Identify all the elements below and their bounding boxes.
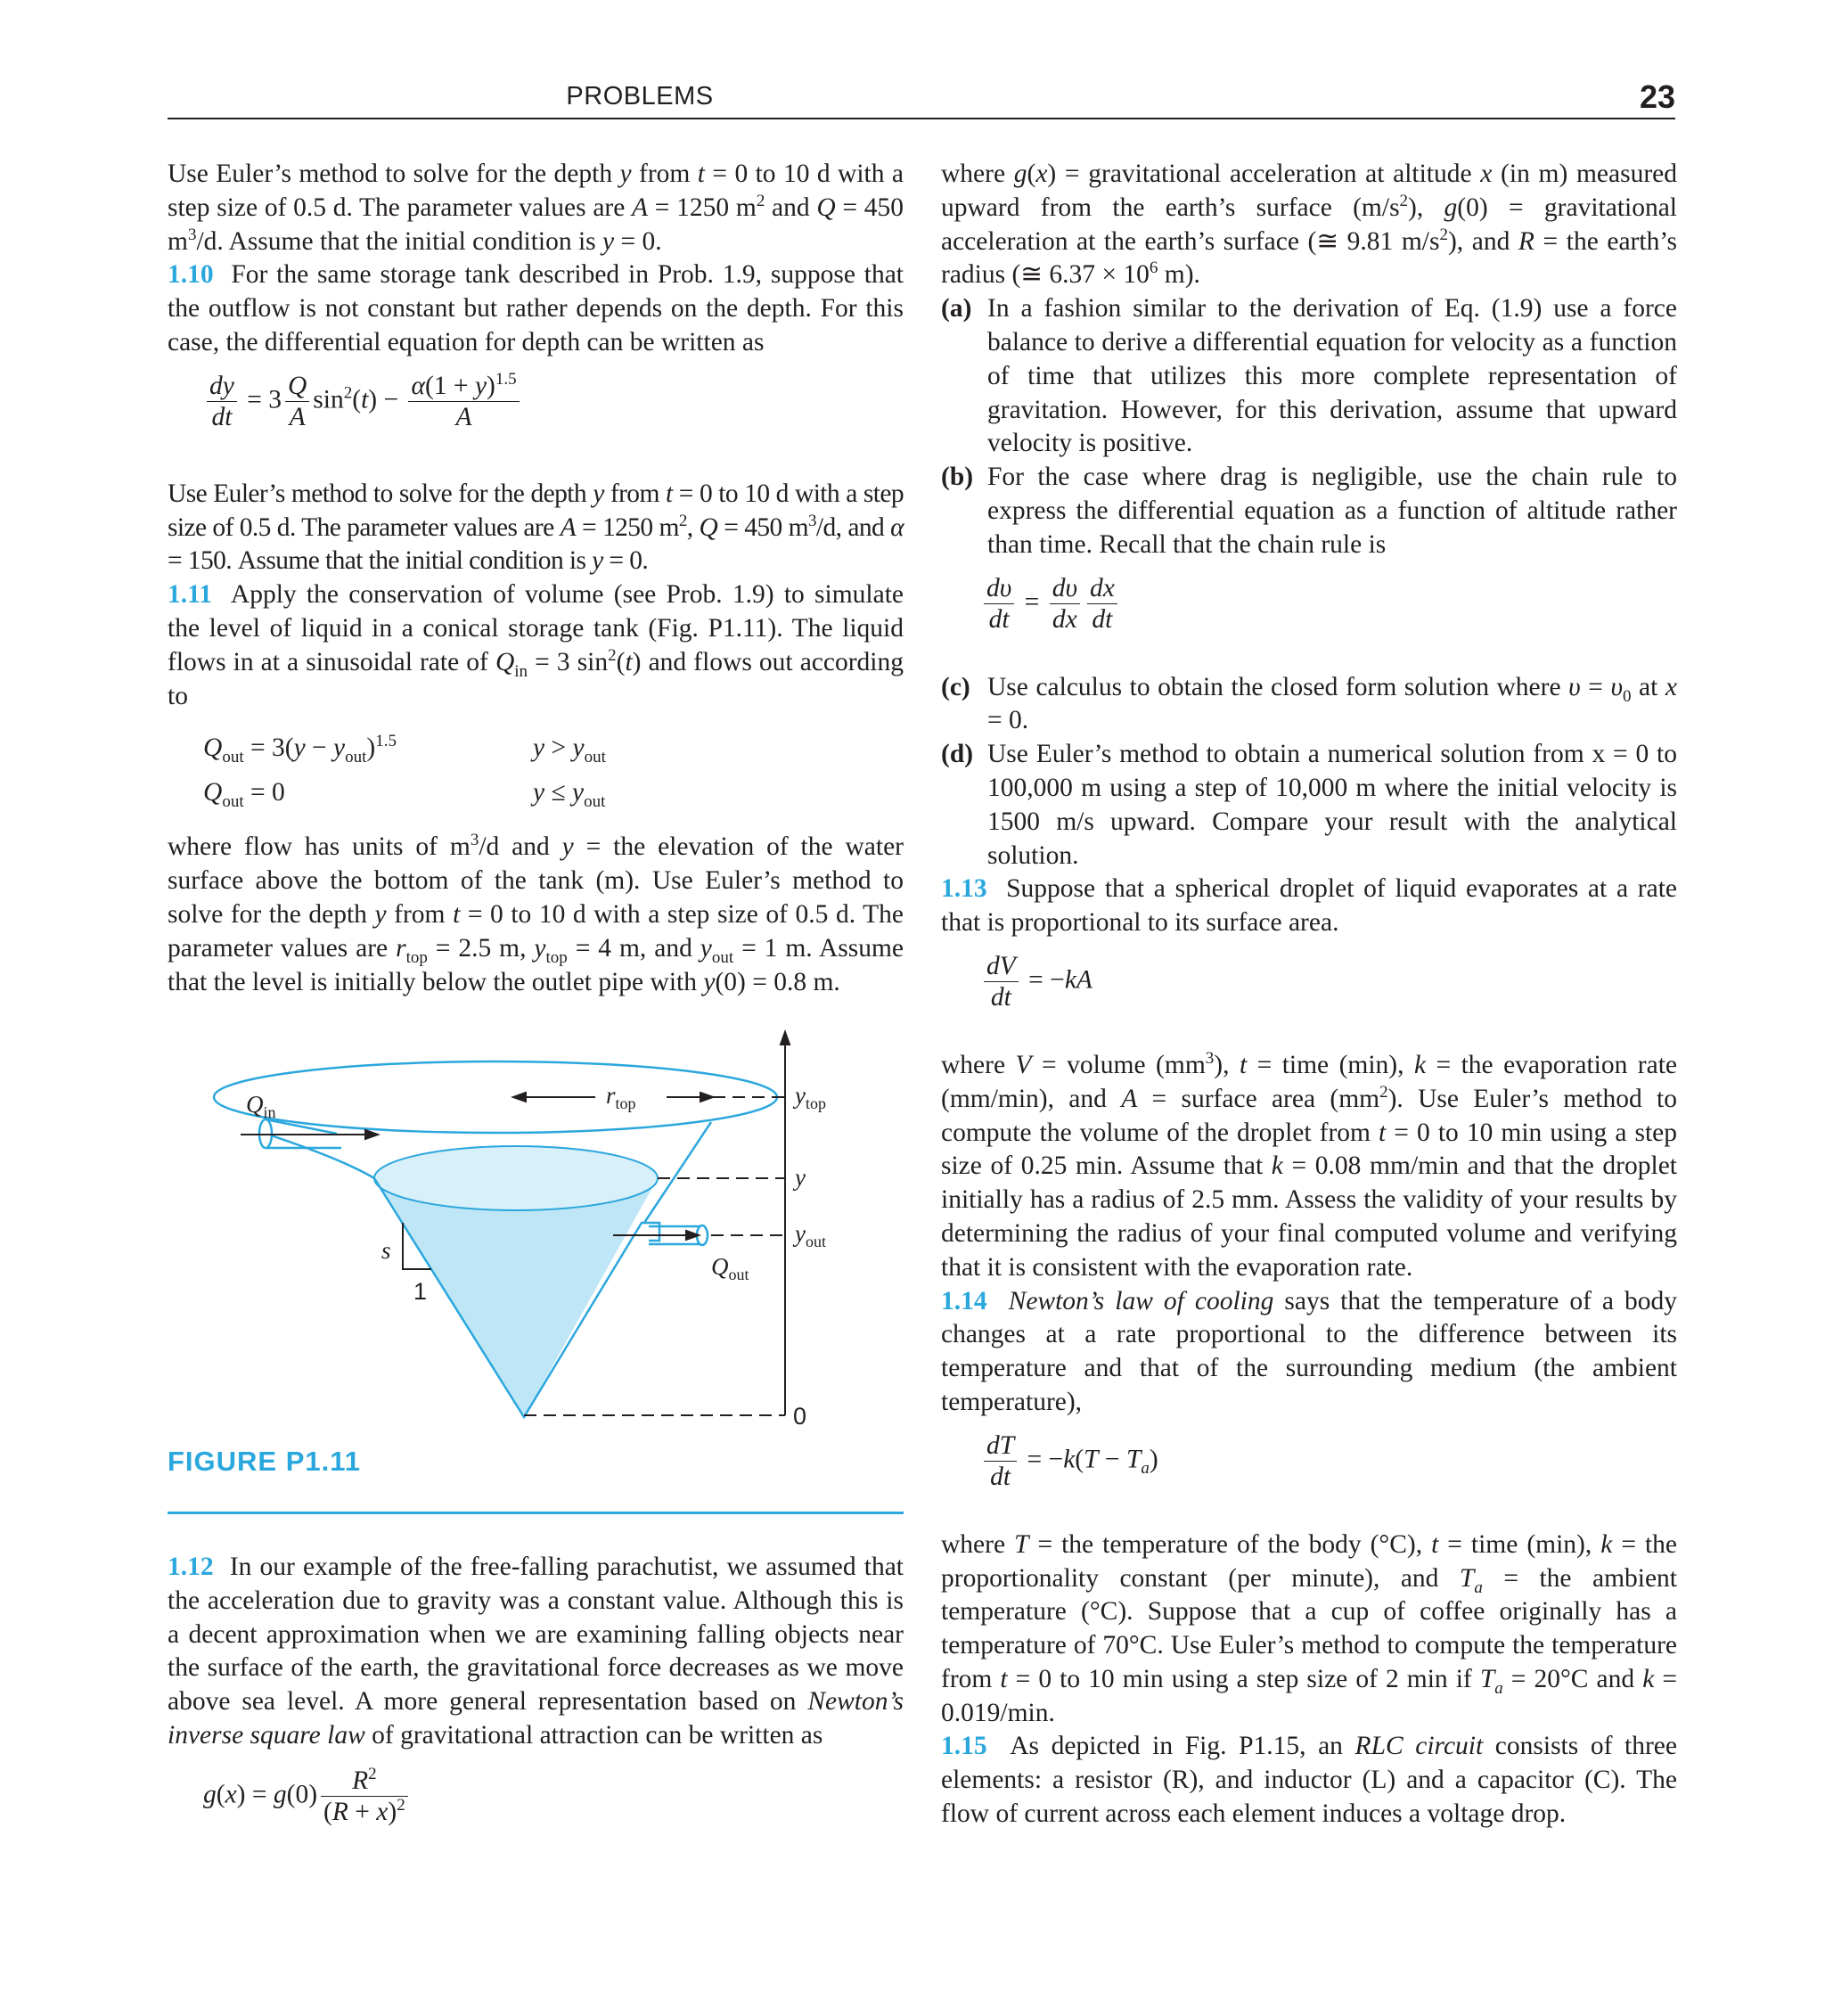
part-text: In a fashion similar to the derivation of Eq. (1.9) use a force balance to derive a differential equation for velocity as a function of time that utilizes this more complete representation of gravitation. However, for this derivation, assume that upward velocity is positive.: [987, 294, 1677, 458]
problem-1-10-body: Use Euler’s method to solve for the depth y from t = 0 to 10 d with a step size of 0.5 d. The parameter values are A = 1250 $m^2$, Q = 450 $m^3/d$, and α = 150. Assume that the initial condition is y = 0.: [168, 479, 904, 576]
problem-number: 1.13: [941, 874, 987, 904]
equation-chain-rule: $\frac{d\upsilon}{dt}$ = $\frac{d\upsilon}{dx}$ $\frac{dx}{dt}$: [941, 562, 1677, 671]
problem-number: 1.12: [168, 1553, 214, 1581]
equation-gravity: g(x) = g(0) $\frac{R^2}{(R + x)^2}$: [168, 1753, 904, 1827]
problem-text: says that the temperature of a body changes at a rate proportional to the difference between its temperature and that of the surrounding medium (the ambient temperature),: [941, 1286, 1678, 1416]
italic-term: Newton’s law of cooling: [1008, 1286, 1274, 1315]
label-yout: $y_{out}$: [795, 1220, 826, 1250]
part-a: [941, 292, 1677, 461]
problem-number: 1.11: [168, 580, 212, 610]
equation-depth-ode: $\frac{dy}{dt}$ = 3 $\frac{Q}{A}$ $\sin^2(t)$ − $\frac{\alpha(1 + y)^{1.5}}{A}$: [168, 360, 904, 478]
right-column: [941, 158, 1677, 1832]
problem-1-14-body: where T = the temperature of the body (°C), t = time (min), k = the proportionality constant (per minute), and $T_a$ = the ambient temperature (°C). Suppose that a cup of coffee originally has a temperature of 70°C. Use Euler’s method to compute the temperature from t = 0 to 10 min using a step size of 2 min if $T_a = 20^\circ C$ and k = 0.019/min.: [941, 1529, 1677, 1727]
problem-1-15: 1.15 As depicted in Fig. P1.15, an RLC circuit consists of three elements: a resistor (R), and inductor (L) and a capacitor (C). The flow of current across each element induces a voltage drop.: [941, 1732, 1677, 1829]
label-qout: $Q_{out}$: [711, 1253, 749, 1283]
problem-1-13: [941, 873, 1677, 940]
water-surface: [374, 1146, 658, 1210]
problem-number: 1.15: [941, 1732, 987, 1761]
problem-1-12-continued: where g(x) = gravitational acceleration at altitude x (in m) measured upward from the earth’s surface $(m/s^2)$, g(0) = gravitational acceleration at the earth’s surface (≅ 9.81 $m/s^2$), and R = the earth’s radius (≅ $6.37 \times 10^6$ m).: [941, 160, 1678, 290]
equation-qout: $Q_{out} = 3(y - y_{out})^{1.5}$ $y > y_{out}$ $Q_{out} = 0$ $y \le y_{out}$: [203, 732, 606, 812]
problem-1-12: 1.12 In our example of the free-falling parachutist, we assumed that the acceleration due to gravity was a constant value. Although this is a decent approximation when we are examining falling objects near the surface of the earth, the gravitational force decreases as we move above sea level. A more general representation based on Newton’s inverse square law of gravitational attraction can be written as: [168, 1553, 904, 1750]
equation-droplet: $\frac{dV}{dt}$ = −kA: [941, 940, 1677, 1049]
problem-1-10: 1.10 For the same storage tank described in Prob. 1.9, suppose that the outflow is not constant but rather depends on the depth. For this case, the differential equation for depth can be written as: [168, 260, 904, 356]
part-text: For the case where drag is negligible, use the chain rule to express the differential equation as a function of altitude rather than time. Recall that the chain rule is: [987, 463, 1677, 559]
label-zero: 0: [793, 1403, 807, 1430]
page-number: 23: [1639, 78, 1675, 115]
problem-number: 1.10: [168, 260, 214, 290]
left-column: [168, 158, 904, 999]
running-header: [168, 80, 1675, 119]
problem-1-14: [941, 1285, 1677, 1420]
equation-cooling: $\frac{dT}{dt}$ = $-k(T - T_a)$: [941, 1420, 1677, 1528]
part-text: Use Euler’s method to obtain a numerical solution from x = 0 to 100,000 m using a step of 10,000 m where the initial velocity is 1500 m/s upward. Compare your result with the analytical solution.: [987, 740, 1677, 870]
part-label: (c): [941, 672, 970, 701]
part-label: (b): [941, 463, 974, 492]
part-label: (a): [941, 294, 972, 324]
label-one: 1: [413, 1278, 428, 1305]
rtop-arrowhead-left: [513, 1093, 526, 1102]
part-c: (c) Use calculus to obtain the closed form solution where $\upsilon = \upsilon_0$ at x = 0.: [941, 672, 1678, 735]
figure-conical-tank: [168, 1016, 904, 1444]
part-b: [941, 461, 1677, 561]
qin-arrowhead: [365, 1130, 378, 1139]
label-qin: $Q_{in}$: [246, 1091, 276, 1121]
running-head: PROBLEMS: [566, 82, 714, 111]
label-s: s: [381, 1237, 391, 1264]
left-column-bottom: [168, 1551, 904, 1827]
problem-text: Suppose that a spherical droplet of liquid evaporates at a rate that is proportional to its surface area.: [941, 874, 1677, 938]
problem-1-11-body: where flow has units of $m^3/d$ and y = the elevation of the water surface above the bottom of the tank (m). Use Euler’s method to solve for the depth y from t = 0 to 10 d with a step size of 0.5 d. The parameter values are $r_{top} = 2.5$ m, $y_{top} = 4$ m, and $y_{out} = 1$ m. Assume that the level is initially below the outlet pipe with y(0) = 0.8 m.: [168, 831, 904, 996]
part-d: [941, 738, 1677, 873]
part-label: (d): [941, 740, 974, 769]
label-rtop: $r_{top}$: [606, 1082, 636, 1112]
problem-1-13-body: where V = volume $(mm^3)$, t = time (min), k = the evaporation rate (mm/min), and A = surface area $(mm^2)$. Use Euler’s method to compute the volume of the droplet from t = 0 to 10 min using a step size of 0.25 min. Assume that k = 0.08 mm/min and that the droplet initially has a radius of 2.5 mm. Assess the validity of your results by determining the radius of your final computed volume and verifying that it is consistent with the evaporation rate.: [941, 1049, 1677, 1282]
problem-1-11: 1.11 Apply the conservation of volume (see Prob. 1.9) to simulate the level of liquid in a conical storage tank (Fig. P1.11). The liquid flows in at a sinusoidal rate of $Q_{in} = 3$ $\sin^2(t)$ and flows out according to: [168, 580, 904, 710]
figure-title: FIGURE P1.11: [168, 1446, 362, 1477]
label-y: y: [795, 1164, 806, 1191]
label-ytop: $y_{top}$: [795, 1082, 826, 1112]
rtop-arrowhead-right: [700, 1093, 713, 1102]
axis-arrowhead: [781, 1032, 790, 1045]
figure-caption: [168, 1446, 904, 1514]
problem-1-9-continued: Use Euler’s method to solve for the depth y from t = 0 to 10 d with a step size of 0.5 d. The parameter values are A = 1250 $m^2$ and Q = 450 $m^3/d$. Assume that the initial condition is y = 0.: [168, 160, 904, 256]
problem-number: 1.14: [941, 1286, 987, 1315]
